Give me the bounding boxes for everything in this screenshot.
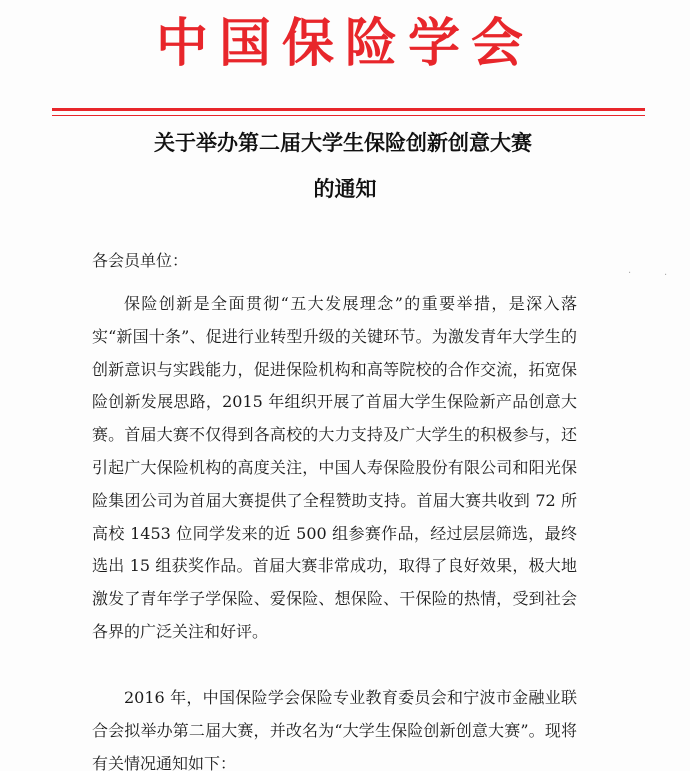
notice-title-line1: 关于举办第二届大学生保险创新创意大赛 xyxy=(154,131,532,155)
letterhead-divider-thin xyxy=(52,115,645,116)
salutation: 各会员单位： xyxy=(92,251,189,270)
body-paragraph-2: 2016 年，中国保险学会保险专业教育委员会和宁波市金融业联合会拟举办第二届大赛，并改名为“大学生保险创新创意大赛”。现将有关情况通知如下： xyxy=(92,688,577,773)
body-paragraph-1: 保险创新是全面贯彻“五大发展理念”的重要举措，是深入落实“新国十条”、促进行业转型升级的关键环节。为激发青年大学生的创新意识与实践能力，促进保险机构和高等院校的合作交流，拓宽保险创新发展思路，2015 年组织开展了首届大学生保险新产品创意大赛。首届大赛不仅得到各高校的大力支持及广大学生的积极参与，还引起广大保险机构的高度关注，中国人寿保险股份有限公司和阳光保险集团公司为首届大赛提供了全程赞助支持。首届大赛共收到 72 所高校 1453 位同学发来的近 500 组参赛作品，经过层层筛选，最终选出 15 组获奖作品。首届大赛非常成功，取得了良好效果，极大地激发了青年学子学保险、爱保险、想保险、干保险的热情，受到社会各界的广泛关注和好评。 xyxy=(92,294,577,641)
letterhead-organization-name: 中国保险学会 xyxy=(155,14,534,74)
scan-speck-mark: · xyxy=(664,270,668,281)
letterhead-divider-thick xyxy=(52,108,645,111)
scan-speck-mark: · xyxy=(628,268,632,279)
notice-title-line2: 的通知 xyxy=(313,177,377,201)
